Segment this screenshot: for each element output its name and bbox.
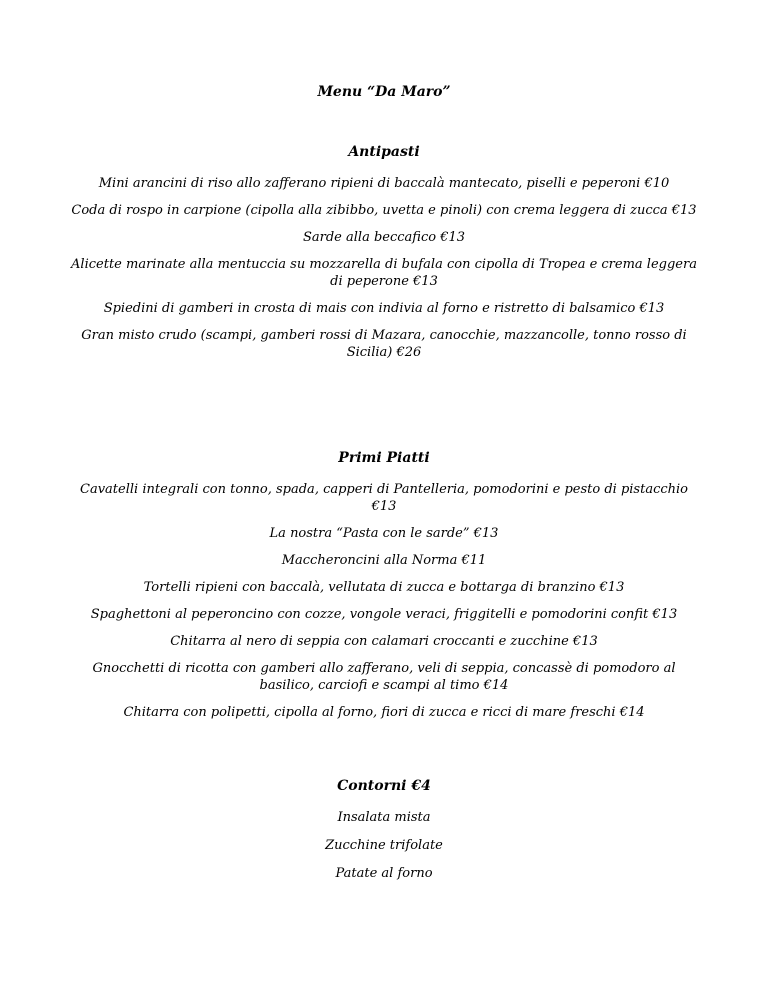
menu-item: Tortelli ripieni con baccalà, vellutata di zucca e bottarga di branzino €13 bbox=[143, 580, 625, 595]
primi-section bbox=[70, 450, 698, 731]
menu-item: Chitarra al nero di seppia con calamari croccanti e zucchine €13 bbox=[170, 634, 598, 649]
menu-item: Cavatelli integrali con tonno, spada, capperi di Pantelleria, pomodorini e pesto di pistacchio €13 bbox=[80, 482, 688, 514]
menu-item: Alicette marinate alla mentuccia su mozzarella di bufala con cipolla di Tropea e crema leggera di peperone €13 bbox=[71, 257, 697, 289]
menu-item: Coda di rospo in carpione (cipolla alla zibibbo, uvetta e pinoli) con crema leggera di zucca €13 bbox=[71, 203, 697, 218]
menu-item: Patate al forno bbox=[335, 866, 433, 881]
menu-item: Spaghettoni al peperoncino con cozze, vongole veraci, friggitelli e pomodorini confit €13 bbox=[90, 607, 678, 622]
menu-item: Chitarra con polipetti, cipolla al forno, fiori di zucca e ricci di mare freschi €14 bbox=[123, 705, 645, 720]
contorni-heading: Contorni €4 bbox=[337, 778, 431, 794]
menu-item: Mini arancini di riso allo zafferano ripieni di baccalà mantecato, piselli e peperoni €10 bbox=[98, 176, 670, 191]
menu-item: Spiedini di gamberi in crosta di mais con indivia al forno e ristretto di balsamico €13 bbox=[103, 301, 665, 316]
antipasti-heading: Antipasti bbox=[348, 144, 420, 160]
menu-item: Gnocchetti di ricotta con gamberi allo zafferano, veli di seppia, concassè di pomodoro al basilico, carciofi e scampi al timo €14 bbox=[92, 661, 676, 693]
menu-title: Menu “Da Maro” bbox=[317, 84, 451, 100]
menu-item: Sarde alla beccafico €13 bbox=[302, 230, 466, 245]
contorni-section bbox=[70, 778, 698, 893]
menu-item: Gran misto crudo (scampi, gamberi rossi di Mazara, canocchie, mazzancolle, tonno rosso di Sicilia) €26 bbox=[81, 328, 687, 360]
menu-item: Insalata mista bbox=[337, 810, 431, 825]
menu-item: Maccheroncini alla Norma €11 bbox=[281, 553, 487, 568]
primi-heading: Primi Piatti bbox=[338, 450, 430, 466]
antipasti-section bbox=[70, 144, 698, 371]
menu-item: Zucchine trifolate bbox=[325, 838, 443, 853]
menu-item: La nostra “Pasta con le sarde” €13 bbox=[269, 526, 499, 541]
